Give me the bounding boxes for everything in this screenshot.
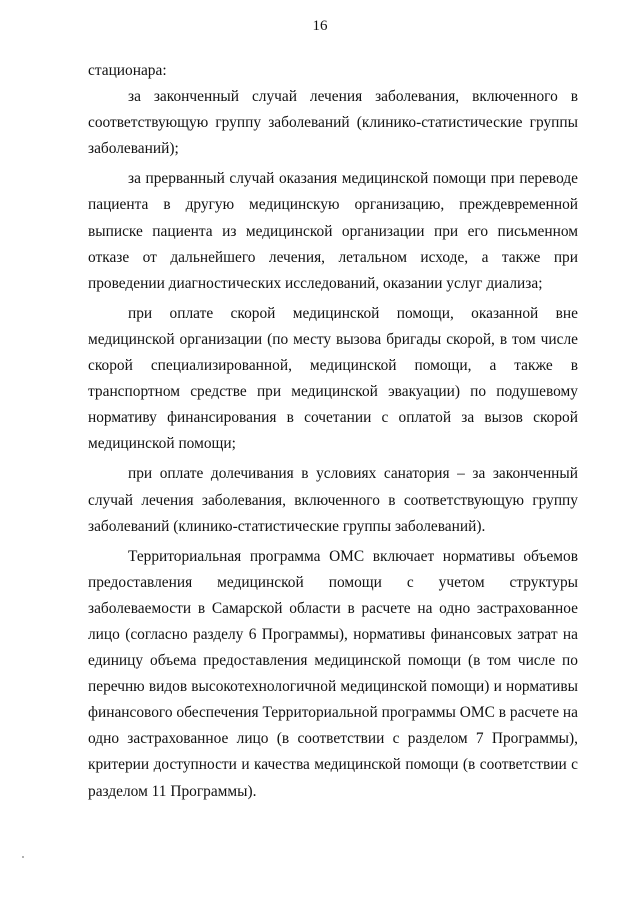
paragraph-completed-case: за законченный случай лечения заболевания, включенного в соответствующую группу заболеваний (клинико-статистические группы заболеваний); bbox=[88, 88, 578, 158]
paragraph-continuation: стационара: bbox=[88, 62, 167, 79]
paragraph-interrupted-case: за прерванный случай оказания медицинской помощи при переводе пациента в другую медицинскую организацию, преждевременной выписке пациента из медицинской организации при его письменном отказе от дальнейшего лечения, летальном исходе, а также при проведении диагностических исследований, оказании услуг диализа; bbox=[88, 170, 578, 292]
paragraph-territorial-program: Территориальная программа ОМС включает нормативы объемов предоставления медицинской помощи с учетом структуры заболеваемости в Самарской области в расчете на одно застрахованное лицо (согласно разделу 6 Программы), нормативы финансовых затрат на единицу объема предоставления медицинской помощи (в том числе по перечню видов высокотехнологичной медицинской помощи) и нормативы финансового обеспечения Территориальной программы ОМС в расчете на одно застрахованное лицо (в соответствии с разделом 7 Программы), критерии доступности и качества медицинской помощи (в соответствии с разделом 11 Программы). bbox=[88, 547, 578, 800]
page-number: 16 bbox=[312, 18, 328, 34]
scan-speck bbox=[22, 856, 24, 858]
document-body bbox=[88, 58, 578, 805]
paragraph-sanatorium: при оплате долечивания в условиях санатория – за законченный случай лечения заболевания, включенного в соответствующую группу заболеваний (клинико-статистические группы заболеваний). bbox=[88, 465, 578, 535]
paragraph-emergency-care: при оплате скорой медицинской помощи, оказанной вне медицинской организации (по месту вызова бригады скорой, в том числе скорой специализированной, медицинской помощи, а также в транспортном средстве при медицинской эвакуации) по подушевому нормативу финансирования в сочетании с оплатой за вызов скорой медицинской помощи; bbox=[88, 304, 578, 453]
